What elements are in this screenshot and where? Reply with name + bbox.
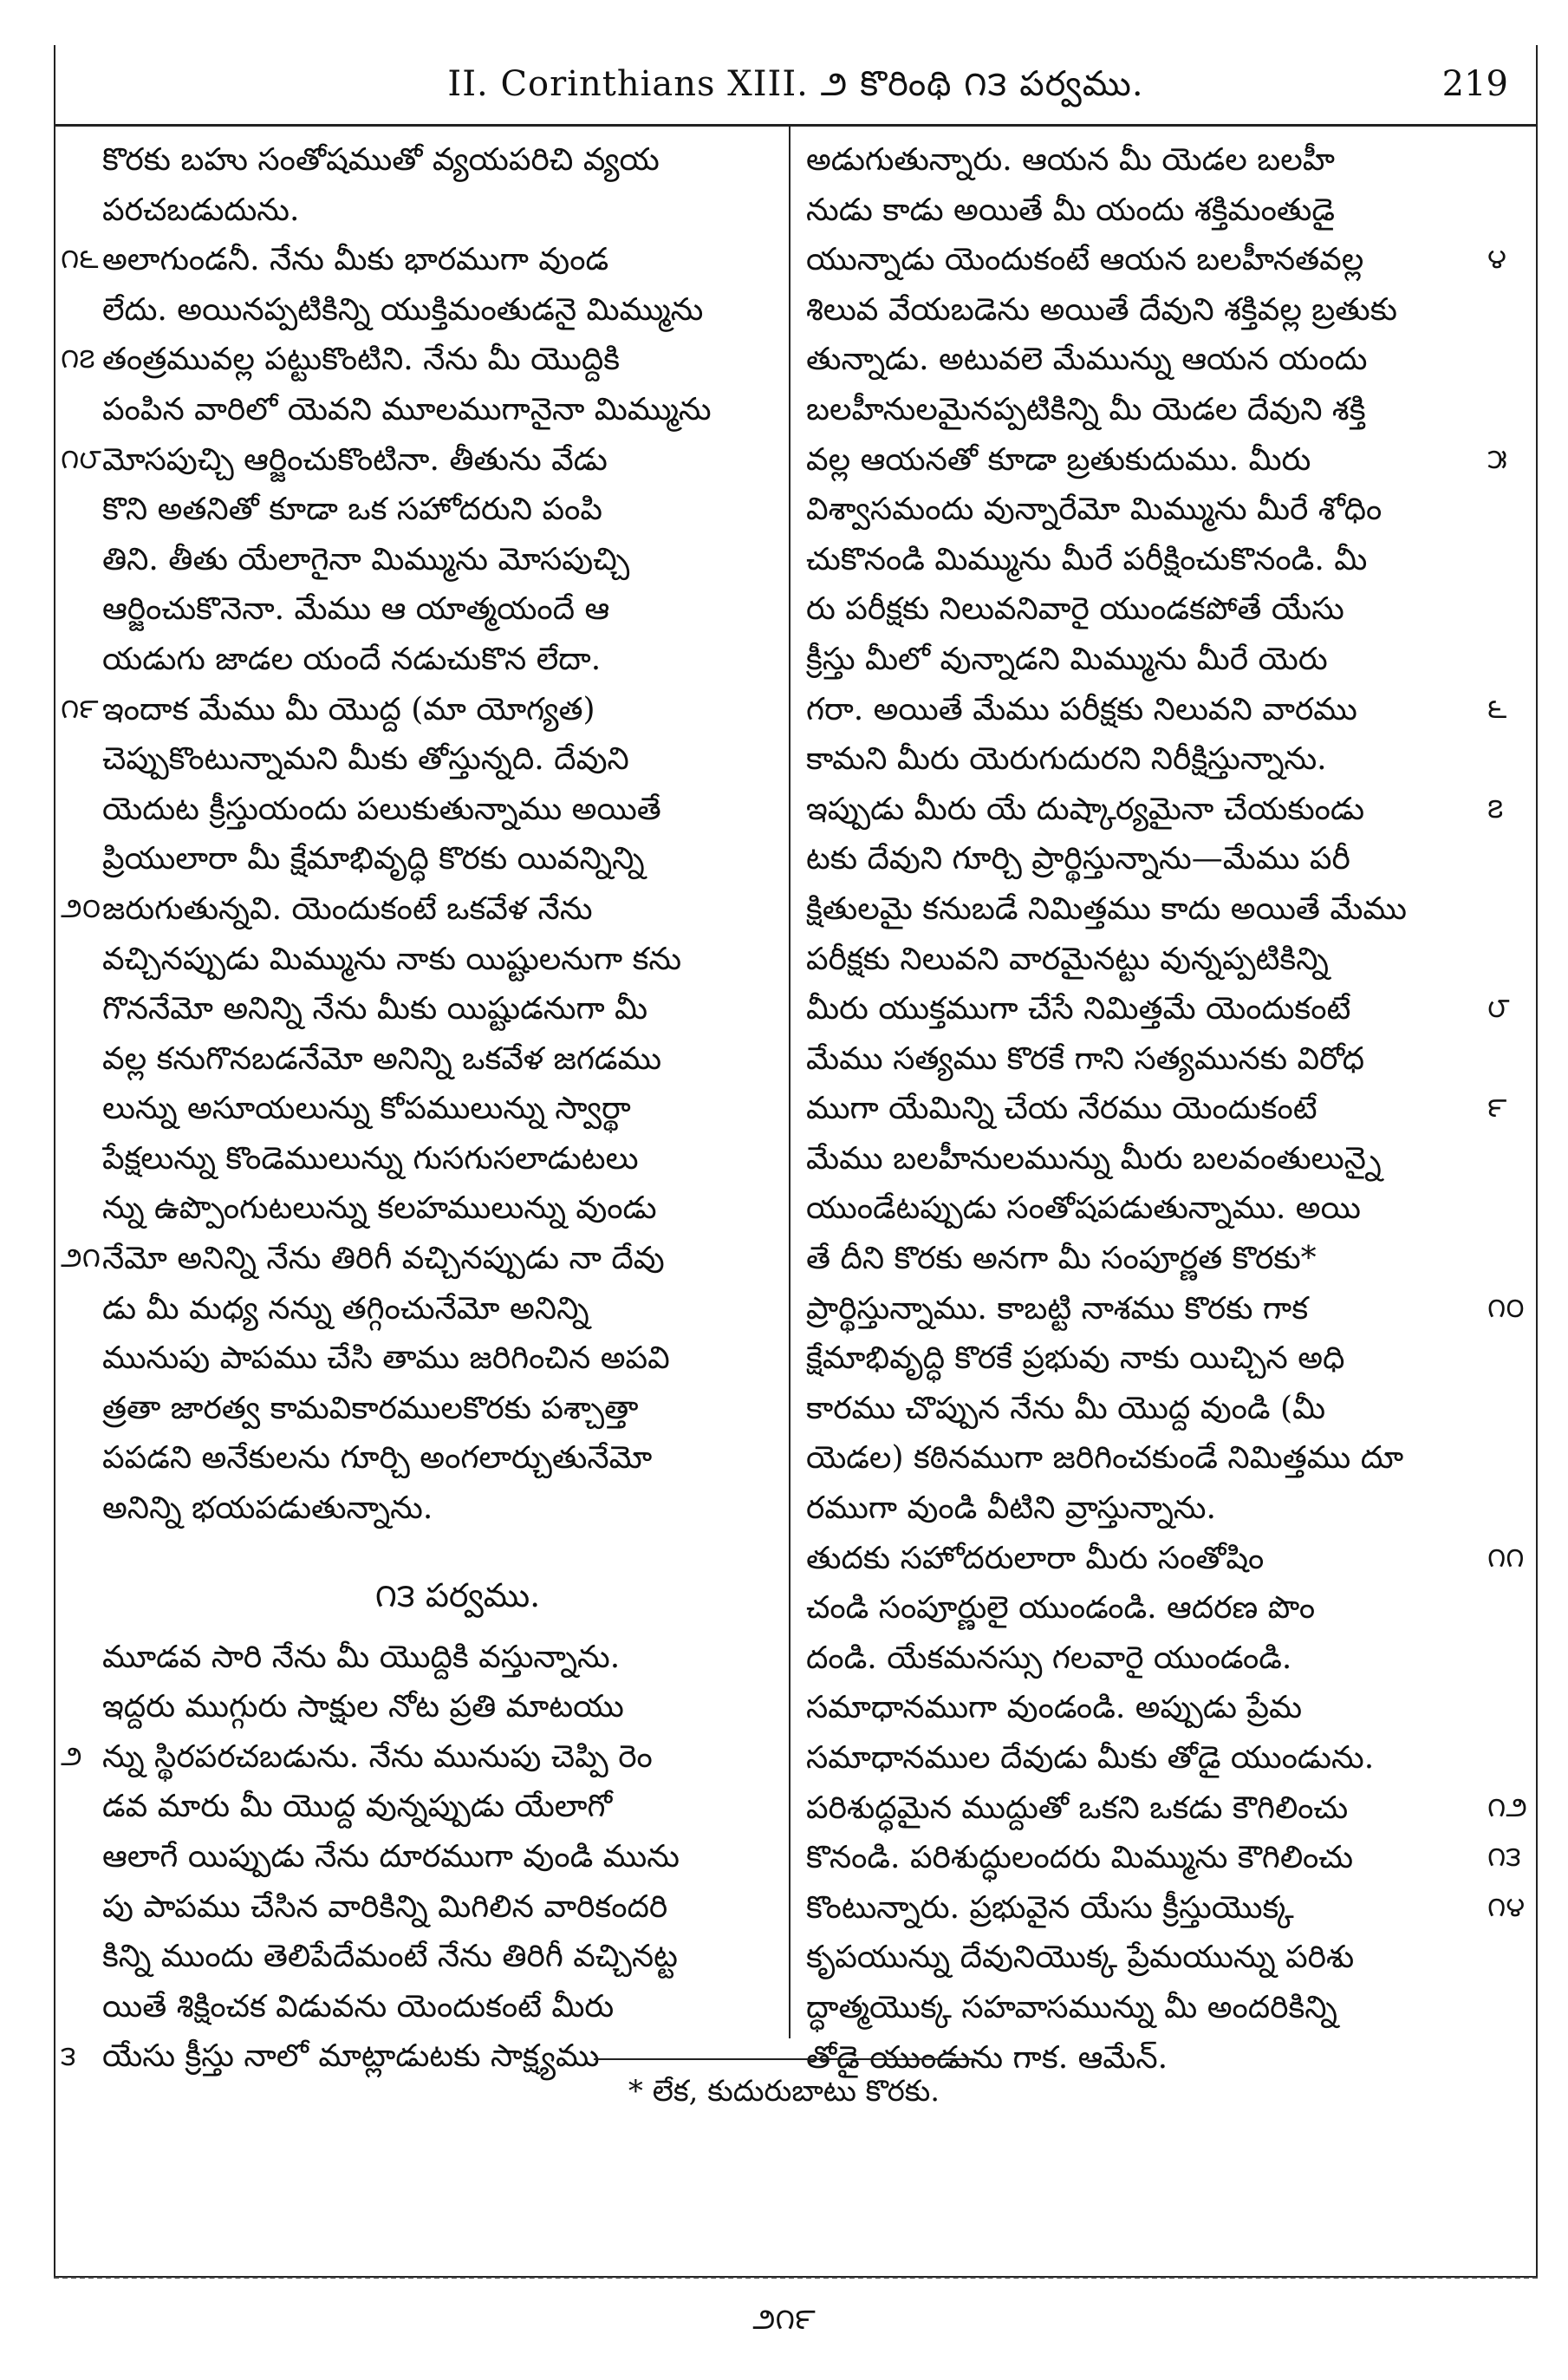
- verse-number: ౬: [1487, 691, 1507, 725]
- header-page-number: 219: [1441, 64, 1508, 104]
- text-line: సమాధానముగా వుండండి. అప్పుడు ప్రేమ: [806, 1690, 1303, 1726]
- text-line: తంత్రమువల్ల పట్టుకొంటిని. నేను మీ యొద్దికి: [102, 342, 621, 378]
- text-line: పు పాపము చేసిన వారికిన్ని మిగిలిన వారికందరి: [102, 1888, 668, 1925]
- footnote-rule: [594, 2058, 975, 2060]
- text-line: అలాగుండనీ. నేను మీకు భారముగా వుండ: [102, 242, 609, 278]
- text-line: వచ్చినప్పుడు మిమ్మును నాకు యిష్టులనుగా కను: [102, 941, 682, 977]
- text-line: ఇద్దరు ముగ్గురు సాక్షుల నోట ప్రతి మాటయు: [102, 1689, 624, 1725]
- text-line: త్రతా జారత్వ కామవికారములకొరకు పశ్చాత్తా: [102, 1390, 639, 1426]
- text-line: కొంటున్నారు. ప్రభువైన యేసు క్రీస్తుయొక్క: [806, 1889, 1294, 1926]
- section-heading: ౧౩ పర్వము.: [374, 1575, 541, 1614]
- verse-number: ౧౩: [1487, 1840, 1521, 1874]
- text-line: కిన్ని ముందు తెలిపేదేమంటే నేను తిరిగీ వచ్చినట్ట: [102, 1939, 678, 1975]
- text-line: యెడల) కఠినముగా జరిగించకుండే నిమిత్తము దూ: [806, 1440, 1404, 1477]
- text-line: జరుగుతున్నవి. యెందుకంటే ఒకవేళ నేను: [102, 890, 593, 927]
- text-line: పేక్షలున్ను కొండెములున్ను గుసగుసలాడుటలు: [102, 1140, 639, 1177]
- text-line: తిని. తీతు యేలాగైనా మిమ్మును మోసపుచ్చి: [102, 541, 630, 577]
- right-column-text: [806, 135, 1500, 2083]
- text-line: కారము చొప్పున నేను మీ యొద్ద వుండి (మీ: [806, 1390, 1326, 1426]
- text-line: కామని మీరు యెరుగుదురని నిరీక్షిస్తున్నాను.: [806, 741, 1327, 778]
- text-line: విశ్వాసమందు వున్నారేమో మిమ్మును మీరే శోధిం: [806, 492, 1383, 528]
- text-line: యితే శిక్షించక విడువను యెందుకంటే మీరు: [102, 1988, 615, 2025]
- verse-number: ౧౭: [61, 342, 95, 375]
- text-line: యెదుట క్రీస్తుయందు పలుకుతున్నాము అయితే: [102, 791, 661, 827]
- text-line: న్ను స్థిరపరచబడును. నేను మునుపు చెప్పి రెం: [102, 1738, 653, 1775]
- text-line: మీరు యుక్తముగా చేసే నిమిత్తమే యెందుకంటే: [806, 991, 1351, 1027]
- text-line: అడుగుతున్నారు. ఆయన మీ యెడల బలహీ: [806, 142, 1335, 178]
- text-line: సమాధానముల దేవుడు మీకు తోడై యుండును.: [806, 1740, 1375, 1776]
- verse-number: ౧౧: [1487, 1540, 1525, 1574]
- text-line: క్రీస్తు మీలో వున్నాడని మిమ్మును మీరే యెరు: [806, 641, 1328, 677]
- text-line: చండి సంపూర్ణులై యుండండి. ఆదరణ పొం: [806, 1590, 1316, 1627]
- text-line: మోసపుచ్చి ఆర్జించుకొంటినా. తీతును వేడు: [102, 441, 608, 478]
- text-line: యున్నాడు యెందుకంటే ఆయన బలహీనతవల్ల: [806, 242, 1364, 278]
- text-line: రు పరీక్షకు నిలువనివారై యుండకపోతే యేసు: [806, 591, 1344, 628]
- text-line: పపడని అనేకులను గూర్చి అంగలార్చుతునేమో: [102, 1440, 653, 1477]
- verse-number: ౧౯: [61, 691, 99, 725]
- text-line: రముగా వుండి వీటిని వ్రాస్తున్నాను.: [806, 1490, 1216, 1527]
- left-column-text-b: [102, 1633, 813, 2082]
- verse-number: ౮: [1487, 991, 1510, 1025]
- text-line: పరిశుద్ధమైన ముద్దుతో ఒకని ఒకడు కౌగిలించు: [806, 1790, 1349, 1826]
- verse-number: ౧౪: [1487, 1890, 1526, 1923]
- text-line: ఇప్పుడు మీరు యే దుష్కార్యమైనా చేయకుండు: [806, 791, 1365, 827]
- verse-number: ౧౮: [61, 441, 101, 475]
- verse-number: ౩: [61, 2038, 76, 2072]
- verse-number: ౯: [1487, 1091, 1507, 1125]
- text-line: యేసు క్రీస్తు నాలో మాట్లాడుటకు సాక్ష్యము: [102, 2038, 600, 2075]
- bottom-rule: [54, 2277, 1538, 2279]
- text-line: చెప్పుకొంటున్నామని మీకు తోస్తున్నది. దేవుని: [102, 741, 629, 778]
- verse-number: ౨: [61, 1739, 82, 1772]
- text-line: లేదు. అయినప్పటికిన్ని యుక్తిమంతుడనై మిమ్మును: [102, 291, 704, 328]
- text-line: ముగా యేమిన్ని చేయ నేరము యెందుకంటే: [806, 1091, 1318, 1127]
- text-line: తే దీని కొరకు అనగా మీ సంపూర్ణత కొరకు*: [806, 1241, 1317, 1277]
- text-line: తుదకు సహోదరులారా మీరు సంతోషిం: [806, 1540, 1265, 1576]
- text-line: వల్ల ఆయనతో కూడా బ్రతుకుదుము. మీరు: [806, 441, 1311, 478]
- text-line: బలహీనులమైనప్పటికిన్ని మీ యెడల దేవుని శక్తి: [806, 391, 1366, 427]
- text-line: డవ మారు మీ యొద్ద వున్నప్పుడు యేలాగో: [102, 1789, 613, 1825]
- text-line: టకు దేవుని గూర్చి ప్రార్థిస్తున్నాను—మేము పరీ: [806, 841, 1350, 877]
- text-line: మేము సత్యము కొరకే గాని సత్యమునకు విరోధ: [806, 1040, 1365, 1077]
- text-line: నేమో అనిన్ని నేను తిరిగీ వచ్చినప్పుడు నా దేవు: [102, 1241, 665, 1277]
- left-column: [102, 135, 813, 2082]
- verse-number: ౪: [1487, 242, 1506, 276]
- text-line: అనిన్ని భయపడుతున్నాను.: [102, 1490, 433, 1527]
- text-line: ఇందాక మేము మీ యొద్ద (మా యోగ్యత): [102, 691, 595, 727]
- text-line: గరా. అయితే మేము పరీక్షకు నిలువని వారము: [806, 691, 1357, 727]
- left-column-text-a: [102, 135, 813, 1534]
- text-line: పంపిన వారిలో యెవని మూలముగానైనా మిమ్మును: [102, 391, 712, 427]
- text-line: యుండేటప్పుడు సంతోషపడుతున్నాము. అయి: [806, 1190, 1361, 1227]
- text-line: డు మీ మధ్య నన్ను తగ్గించునేమో అనిన్ని: [102, 1290, 589, 1327]
- text-line: మునుపు పాపము చేసి తాము జరిగించిన అపవి: [102, 1340, 670, 1377]
- text-line: కొని అతనితో కూడా ఒక సహోదరుని పంపి: [102, 492, 602, 528]
- text-line: క్షితులమై కనుబడే నిమిత్తము కాదు అయితే మేము: [806, 890, 1407, 927]
- text-line: ఆలాగే యిప్పుడు నేను దూరముగా వుండి మును: [102, 1839, 680, 1875]
- text-line: క్షేమాభివృద్ధి కొరకే ప్రభువు నాకు యిచ్చిన అధి: [806, 1340, 1345, 1377]
- text-line: ప్రార్థిస్తున్నాము. కాబట్టి నాశము కొరకు గాక: [806, 1290, 1309, 1327]
- text-line: మూడవ సారి నేను మీ యొద్దికి వస్తున్నాను.: [102, 1639, 621, 1675]
- verse-number: ౧౦: [1487, 1290, 1525, 1324]
- text-line: ఆర్జించుకొనెనా. మేము ఆ యాత్మయందే ఆ: [102, 591, 610, 628]
- text-line: మేము బలహీనులమున్ను మీరు బలవంతులున్నై: [806, 1140, 1382, 1177]
- text-line: యడుగు జాడల యందే నడుచుకొన లేదా.: [102, 641, 602, 677]
- text-line: కొరకు బహు సంతోషముతో వ్యయపరిచి వ్యయ: [102, 142, 660, 178]
- text-line: శిలువ వేయబడెను అయితే దేవుని శక్తివల్ల బ్రతుకు: [806, 291, 1397, 328]
- right-column: [806, 135, 1500, 2083]
- text-line: వల్ల కనుగొనబడనేమో అనిన్ని ఒకవేళ జగడము: [102, 1040, 662, 1077]
- folio-number: ౨౧౯: [752, 2302, 816, 2337]
- verse-number: ౨౧: [61, 1241, 101, 1275]
- text-line: ప్రియులారా మీ క్షేమాభివృద్ధి కొరకు యివన్నిన్ని: [102, 841, 645, 877]
- verse-number: ౨౦: [61, 891, 101, 924]
- text-line: చుకొనండి మిమ్మును మీరే పరీక్షించుకొనండి. మీ: [806, 541, 1368, 577]
- text-line: తోడై యుండును గాక. ఆమేన్.: [806, 2039, 1168, 2076]
- text-line: కొనండి. పరిశుద్ధులందరు మిమ్మును కౌగిలించు: [806, 1840, 1354, 1876]
- text-line: గొననేమో అనిన్ని నేను మీకు యిష్టుడనుగా మీ: [102, 991, 648, 1027]
- header-title: II. Corinthians XIII. ౨ కొరింథి ౧౩ పర్వము.: [447, 64, 1144, 104]
- text-line: లున్ను అసూయలున్ను కోపములున్ను స్వార్థా: [102, 1091, 631, 1127]
- verse-number: ౧౬: [61, 242, 99, 276]
- text-line: పరీక్షకు నిలువని వారమైనట్టు వున్నప్పటికిన్ని: [806, 941, 1329, 977]
- running-header: [54, 45, 1538, 127]
- text-line: దండి. యేకమనస్సు గలవారై యుండండి.: [806, 1640, 1292, 1676]
- footnote: * లేక, కుదురుబాటు కొరకు.: [628, 2074, 940, 2109]
- text-line: నుడు కాడు అయితే మీ యందు శక్తిమంతుడై: [806, 192, 1335, 228]
- verse-number: ౭: [1487, 791, 1504, 825]
- section-gap: [102, 1534, 813, 1558]
- text-line: పరచబడుదును.: [102, 192, 300, 228]
- text-line: తున్నాడు. అటువలె మేమున్ను ఆయన యందు: [806, 342, 1368, 378]
- text-line: న్ను ఉప్పొంగుటలున్ను కలహములున్ను వుండు: [102, 1190, 657, 1227]
- text-line: ద్ధాత్మయొక్క సహవాసమున్ను మీ అందరికిన్ని: [806, 1989, 1337, 2025]
- verse-number: ౫: [1487, 441, 1507, 475]
- text-line: కృపయున్ను దేవునియొక్క ప్రేమయున్ను పరిశు: [806, 1940, 1355, 1976]
- verse-number: ౧౨: [1487, 1790, 1528, 1823]
